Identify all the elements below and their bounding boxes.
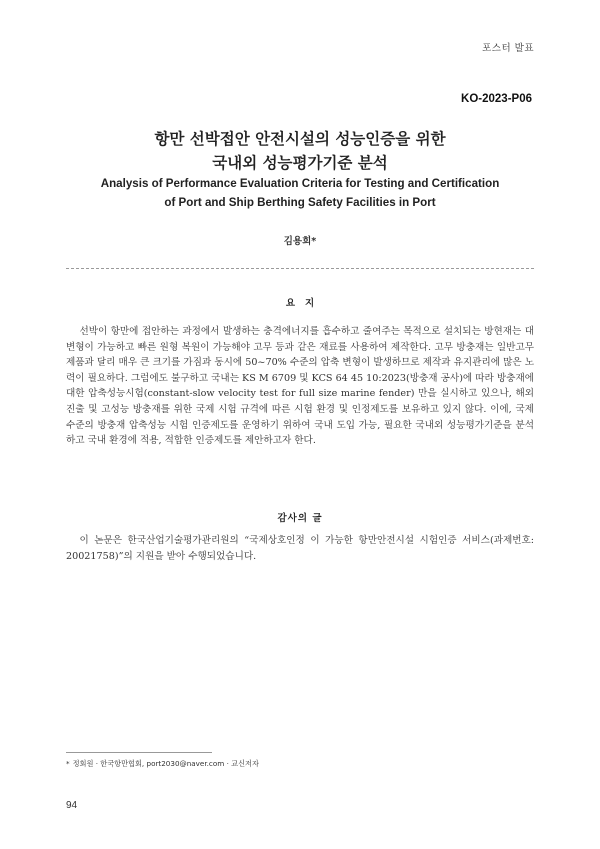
page-number: 94 [66, 800, 78, 811]
acknowledgement-paragraph: 이 논문은 한국산업기술평가관리원의 “국제상호인정 이 가능한 항만안전시설 시험인증 서비스(과제번호: 20021758)”의 지원을 받아 수행되었습니다. [66, 535, 534, 562]
english-title-line-1: Analysis of Performance Evaluation Criteria for Testing and Certification [100, 177, 500, 190]
acknowledgement-heading: 감사의 글 [277, 513, 323, 524]
abstract-body [66, 324, 534, 449]
korean-title-line-2: 국내외 성능평가기준 분석 [212, 154, 388, 172]
footnote [66, 759, 259, 769]
author-name: 김용희* [283, 236, 317, 247]
section-divider [66, 268, 534, 269]
footnote-marker: * [66, 759, 70, 768]
abstract-heading: 요지 [285, 298, 325, 309]
abstract-paragraph: 선박이 항만에 접안하는 과정에서 발생하는 충격에너지를 흡수하고 줄여주는 목적으로 설치되는 방현재는 대변형이 가능하고 빠른 원형 복원이 가능해야 고무 등과 같은 재료를 사용하여 제작한다. 고무 방충재는 일반고무 제품과 달리 매우 큰 크기를 가짐과 동시에 50~70% 수준의 압축 변형이 발생하므로 제작과 유지관리에 많은 노력이 필요하다. 그럼에도 불구하고 국내는 KS M 6709 및 KCS 64 45 10:2023(방충재 공사)에 따라 방충재에 대한 압축성능시험(constant-slow velocity test for full size marine fender) 만을 실시하고 있으나, 해외 진출 및 고성능 방충재를 위한 국제 시험 규격에 따른 시험 환경 및 인정제도를 보유하고 있지 않다. 이에, 국제 수준의 방충재 압축성능 시험 인증제도를 운영하기 위하여 국내 도입 가능, 필요한 국내외 성능평가기준을 분석하고 국내 환경에 적용, 적합한 인증제도를 제안하고자 한다. [66, 326, 534, 447]
korean-title-line-1: 항만 선박접안 안전시설의 성능인증을 위한 [154, 130, 446, 148]
footnote-text: 정회원 · 한국항만협회, port2030@naver.com · 교신저자 [72, 759, 259, 768]
english-title-line-2: of Port and Ship Berthing Safety Facilities in Port [164, 196, 436, 209]
section-tag: 포스터 발표 [482, 43, 534, 54]
paper-code: KO-2023-P06 [461, 93, 532, 105]
acknowledgement-body [66, 533, 534, 564]
footnote-rule [66, 752, 212, 753]
